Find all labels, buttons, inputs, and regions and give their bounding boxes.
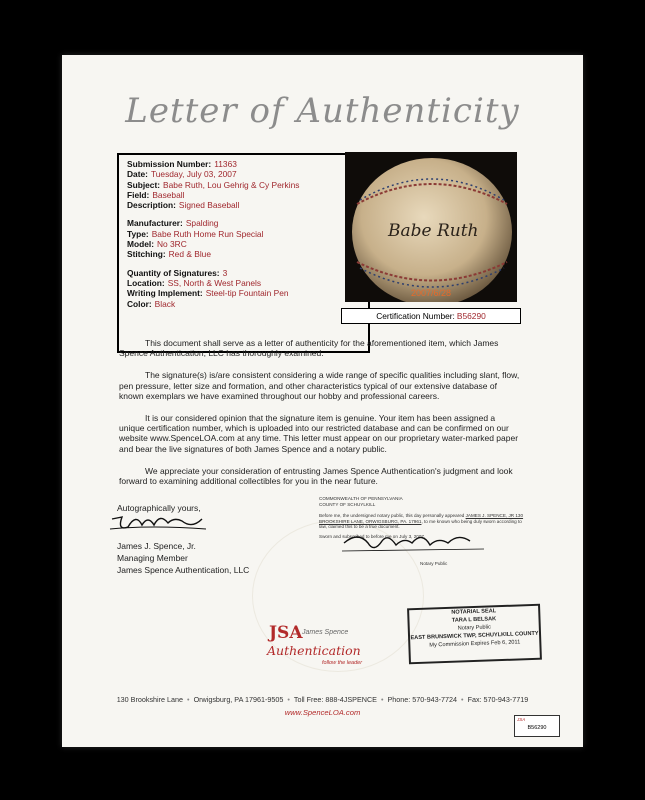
letter-paper: Letter of Authenticity Submission Number: 11363 Date: Tuesday, July 03, 2007 Subject: Babe Ruth, Lou Gehrig & Cy Perkins Field: Baseball Description: Signed Baseball Manufacturer: Spalding Type: Babe Ruth Home Run Special Model: No 3RC Stitching: Red & Blue Quantity of Signatures: 3 Location: SS, North & West Panels Writing Implement: Steel-tip Fountain Pen Color: Black Babe Ruth 2007/6/28 Certification Number: B56290 This document shall serve as a letter of authenticity for the aforementioned item, which James Spence Authentication, LLC has thoroughly examined. The signature(s) is/are consistent considering a wide range of specific qualities including slant, flow, pen pressure, letter size and formation, and other characteristics typical of our extensive database of known exemplars we have examined throughout our hobby and professional careers. It is our considered opinion that the signature item is genuine. Your item has been assigned a unique certification number, which is uploaded into our restricted database and can be confirmed on our website www.SpenceLOA.com at any time. This letter must appear on our proprietary water-marked paper and bear the live signatures of both James Spence and a notary public. We appreciate your consideration of entrusting James Spence Authentication's judgment and look forward to examining additional collectibles for you in the near future. Autographically yours, James J. Spence, Jr. Managing Member James Spence Authentication, LLC COMMONWEALTH OF PENNSYLVANIA COUNTY OF SCHUYLKILL Before me, the undersigned notary public, this day personally appeared JAMES J. SPENCE, JR 130 BROOKSHIRE LANE, ORWIGSBURG, PA. 17961, to me known who being duly sworn according to law, claimed this to be a true document. Sworn and subscribed to before me on July 3, 2007. Notary Public NOTARIAL SEAL TARA L BELSAK Notary Public EAST BRUNSWICK TWP, SCHUYLKILL COUNTY My Commission Expires Feb 6, 2011 JSA James Spence Authentication follow the leader 130 Brookshire Lane • Orwigsburg, PA 17961-9505 • Toll Free: 888-4JSPENCE • Phone: 570-943-7724 • Fax: 570-943-7719 www.SpenceLOA.com JSA B56290 xyxy=(62,55,583,747)
detail-row: Manufacturer: Spalding xyxy=(127,218,219,229)
spence-signature xyxy=(102,507,212,537)
detail-row: Date: Tuesday, July 03, 2007 xyxy=(127,169,237,180)
closing: Autographically yours, xyxy=(117,503,201,513)
certification-label: Certification Number: xyxy=(376,311,455,321)
detail-row: Quantity of Signatures: 3 xyxy=(127,267,228,278)
detail-row: Subject: Babe Ruth, Lou Gehrig & Cy Perkins xyxy=(127,179,300,190)
paragraph: The signature(s) is/are consistent considering a wide range of specific qualities including slant, flow, pen pressure, letter size and formation, and other characteristics typical of our extensive database of known exemplars we have examined throughout our hobby and professional careers. xyxy=(119,370,520,401)
detail-row: Color: Black xyxy=(127,298,176,309)
detail-row: Submission Number: 11363 xyxy=(127,159,237,169)
paragraph: It is our considered opinion that the signature item is genuine. Your item has been assigned a unique certification number, which is uploaded into our restricted database and can be confirmed on our website www.SpenceLOA.com at any time. This letter must appear on our proprietary water-marked paper and bear the live signatures of both James Spence and a notary public. xyxy=(119,413,519,454)
certification-value: B56290 xyxy=(456,311,486,321)
item-details-box xyxy=(117,153,370,353)
detail-row: Description: Signed Baseball xyxy=(127,200,240,211)
notary-public-label: Notary Public xyxy=(420,561,448,566)
certification-number-box xyxy=(341,308,521,324)
detail-row: Location: SS, North & West Panels xyxy=(127,277,262,288)
signer-role: Managing Member xyxy=(117,553,188,563)
paragraph: We appreciate your consideration of entrusting James Spence Authentication's judgment and look forward to examining additional collectibles for you in the near future. xyxy=(119,465,513,487)
paragraph: This document shall serve as a letter of authenticity for the aforementioned item, which James Spence Authentication, LLC has thoroughly examined. xyxy=(119,338,499,359)
page-title: Letter of Authenticity xyxy=(125,91,520,131)
baseball-photo xyxy=(345,152,517,302)
signer-name: James J. Spence, Jr. xyxy=(117,541,196,551)
ball-signature: Babe Ruth xyxy=(388,221,479,241)
detail-row: Field: Baseball xyxy=(127,189,185,200)
photo-date: 2007/6/28 xyxy=(410,288,452,298)
detail-row: Type: Babe Ruth Home Run Special xyxy=(127,228,264,239)
signer-company: James Spence Authentication, LLC xyxy=(117,565,250,575)
baseball-image xyxy=(352,154,512,302)
footer-contact: 130 Brookshire Lane • Orwigsburg, PA 17961-9505 • Toll Free: 888-4JSPENCE • Phone: 570-943-7724 • Fax: 570-943-7719 xyxy=(116,695,529,704)
detail-row: Model: No 3RC xyxy=(127,239,187,250)
notary-signature xyxy=(338,527,488,559)
detail-row: Writing Implement: Steel-tip Fountain Pen xyxy=(127,288,289,299)
notarial-seal-stamp: NOTARIAL SEAL TARA L BELSAK Notary Public EAST BRUNSWICK TWP, SCHUYLKILL COUNTY My Commission Expires Feb 6, 2011 xyxy=(407,604,542,665)
detail-row: Stitching: Red & Blue xyxy=(127,249,211,260)
notary-statement: COMMONWEALTH OF PENNSYLVANIA COUNTY OF SCHUYLKILL Before me, the undersigned notary public, this day personally appeared JAMES J. SPENCE, JR 130 BROOKSHIRE LANE, ORWIGSBURG, PA. 17961, to me known who being duly sworn according to law, claimed this to be a true document. Sworn and subscribed to before me on July 3, 2007. xyxy=(319,496,524,539)
hologram-sticker: JSA B56290 xyxy=(514,715,560,737)
letter-body xyxy=(119,338,523,498)
website-link[interactable]: www.SpenceLOA.com xyxy=(284,708,361,717)
